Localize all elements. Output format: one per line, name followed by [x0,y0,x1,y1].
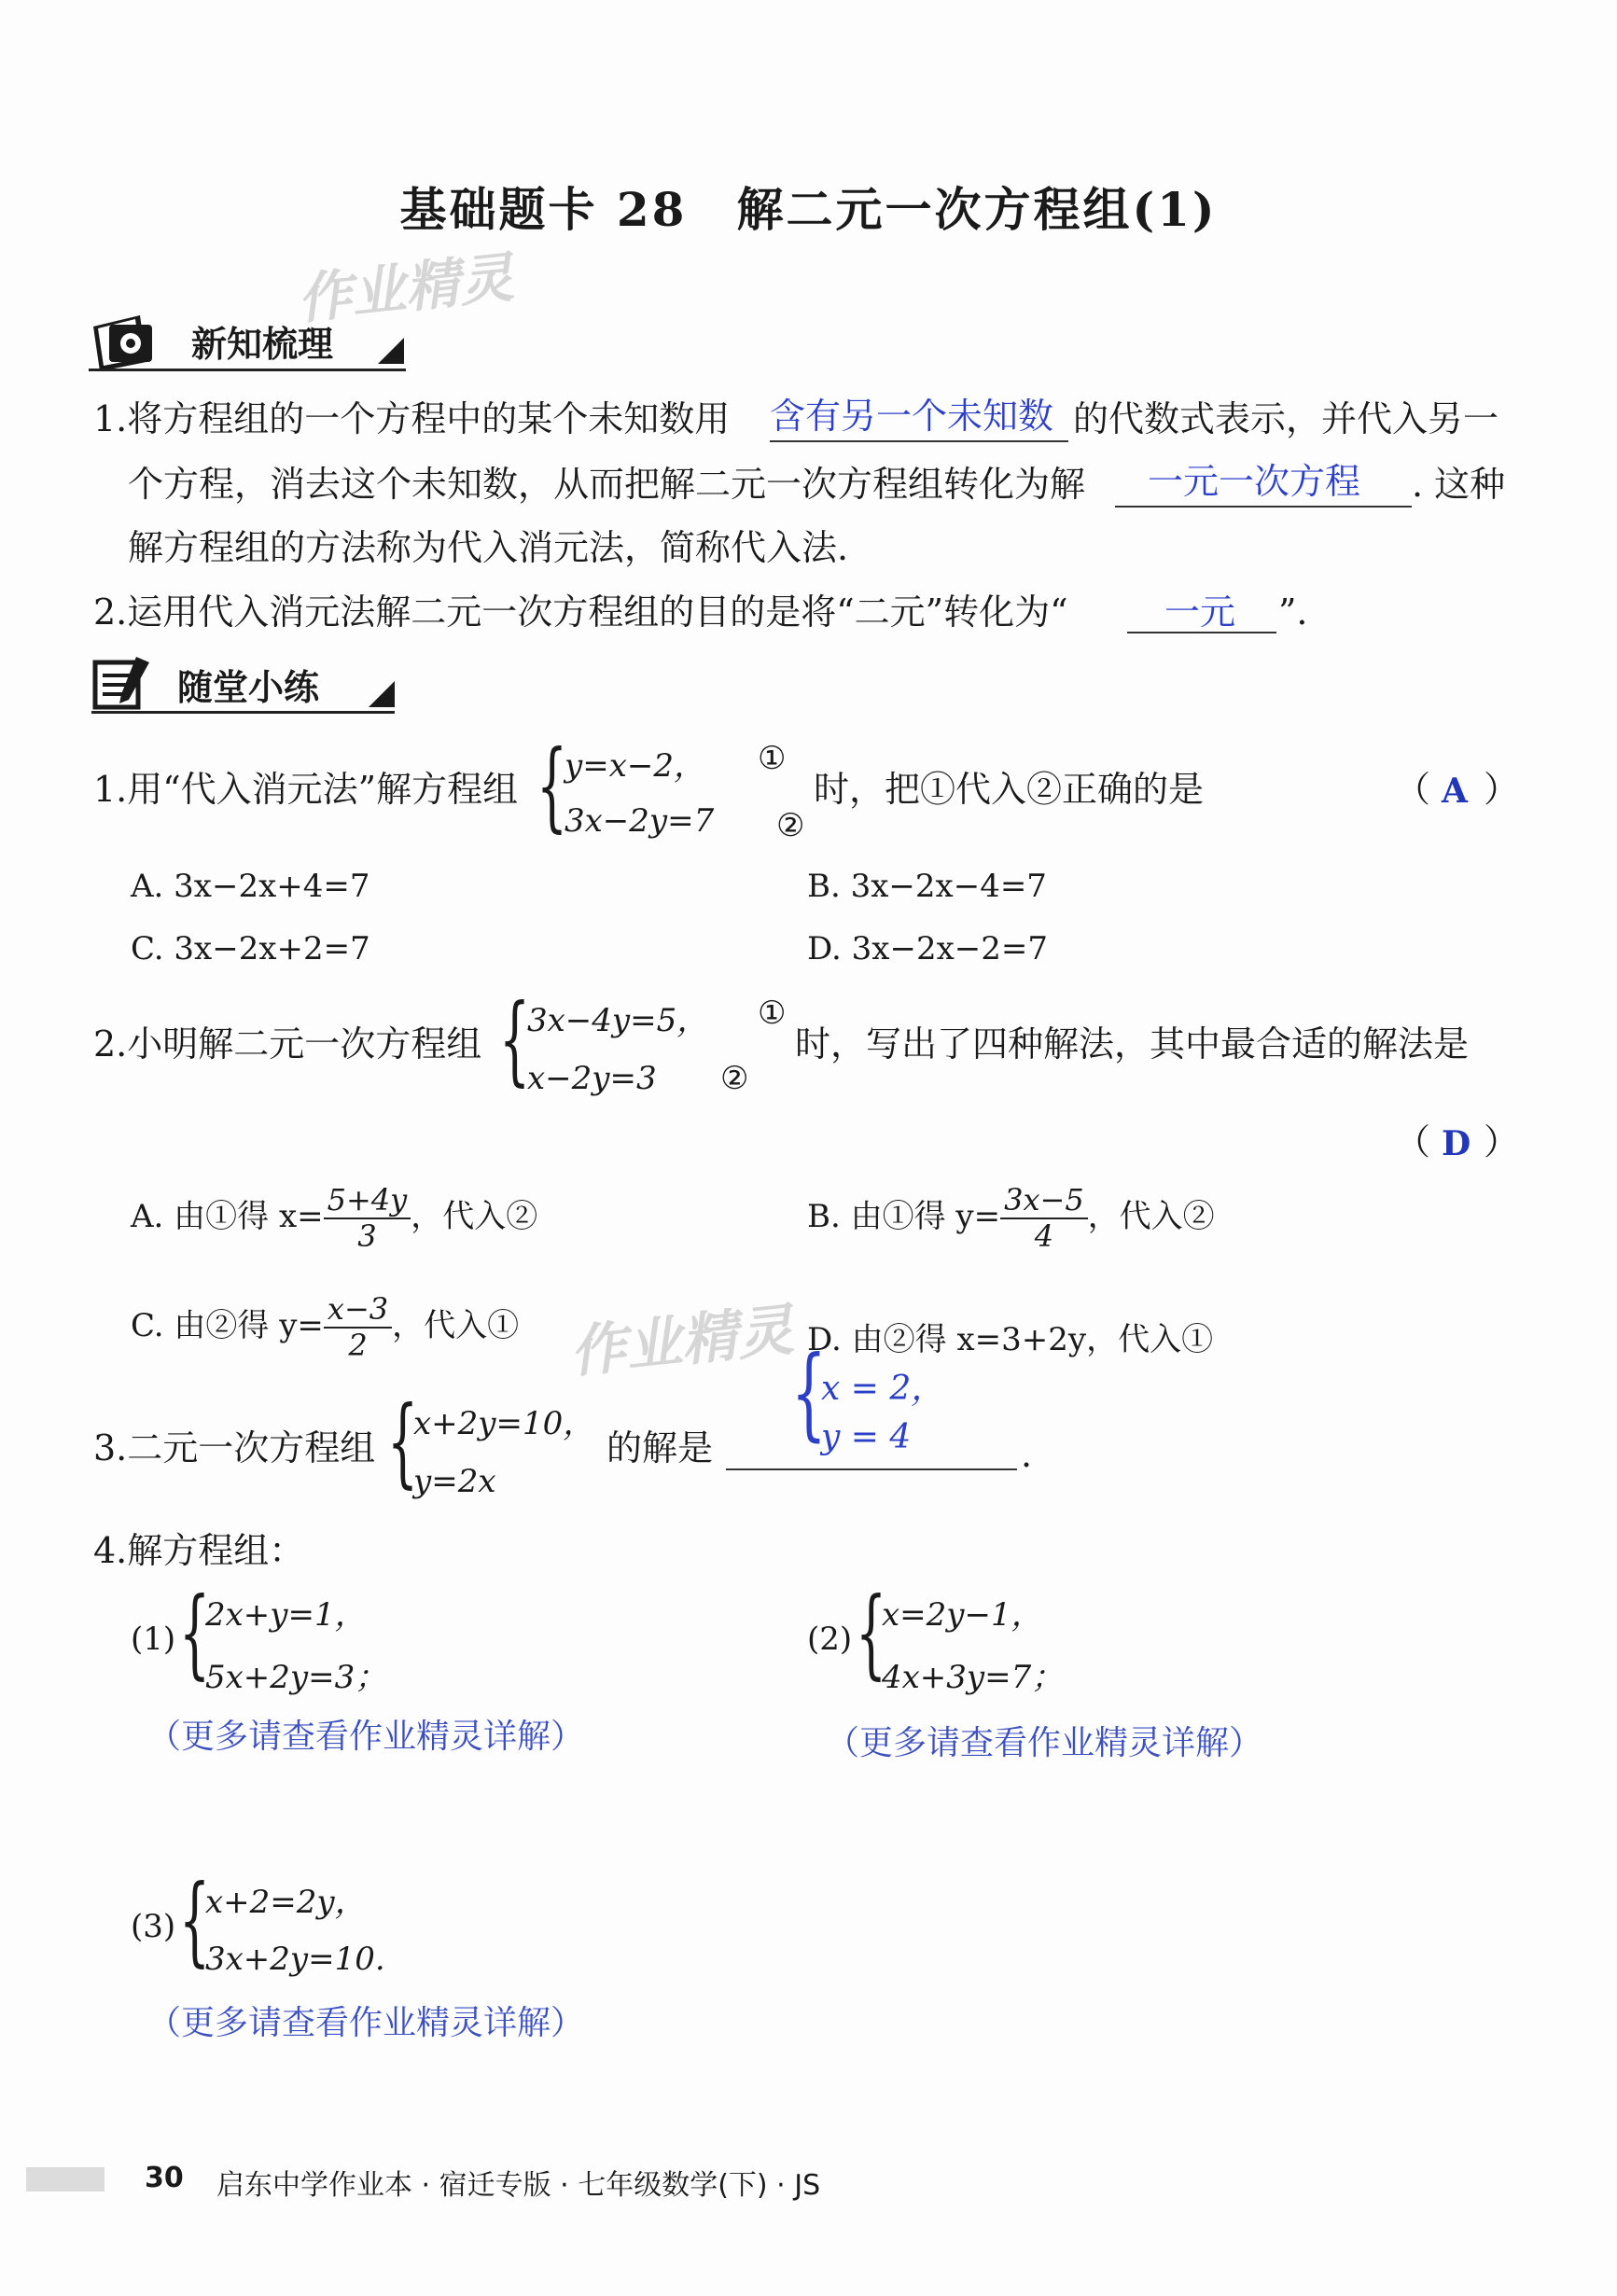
s1-q1-fill2: 一元一次方程 [1148,461,1361,502]
p2-option-a-numerator: 5+4y [324,1183,411,1219]
p2-eq1: 3x−4y=5， [527,1002,709,1039]
p3-answer-line1: x = 2， [821,1370,945,1408]
p1-brace: { [537,729,568,842]
p4-s2-brace: { [856,1576,887,1690]
p2-option-a-pre: A. 由①得 x= [131,1197,324,1235]
p4-s2-label: (2) [807,1621,853,1658]
footer-page-number: 30 [145,2162,184,2194]
p2-answer: D [1442,1124,1471,1163]
p2-option-c [131,1292,519,1363]
watermark-top: 作业精灵 [294,245,517,331]
p2-option-a-denominator: 3 [357,1218,377,1254]
p2-eq2: x−2y=3 [527,1060,657,1097]
p2-answer-open: （ [1395,1121,1431,1162]
s1-q1-blank2 [1115,504,1412,508]
s1-q1-line2-suffix: . 这种 [1412,464,1506,505]
p2-suffix: 时，写出了四种解法，其中最合适的解法是 [795,1023,1470,1065]
p2-eq1-mark: ① [758,995,787,1032]
p2-answer-close: ） [1484,1121,1520,1162]
p3-end: . [1021,1434,1033,1475]
notebook-pencil-icon [91,653,157,713]
s1-q2-fill: 一元 [1164,591,1236,633]
p2-option-b-post: ，代入② [1087,1197,1215,1235]
p1-option-d: D. 3x−2x−2=7 [807,930,1049,967]
section-underline [91,711,395,714]
p2-option-c-numerator: x−3 [324,1292,392,1329]
p2-option-c-denominator: 2 [348,1327,368,1363]
p4-s3-eq2: 3x+2y=10. [205,1941,385,1978]
p4-s1-more-link[interactable]: （更多请查看作业精灵详解） [147,1718,585,1756]
section-heading-practice: 随堂小练 [177,667,320,708]
p2-option-b-fraction [1000,1183,1088,1254]
p2-eq2-mark: ② [720,1060,749,1097]
p2-option-c-pre: C. 由②得 y= [131,1306,324,1344]
p1-eq1: y=x−2， [565,747,705,785]
p4-s1-label: (1) [131,1621,176,1658]
page-title: 基础题卡 28 解二元一次方程组(1) [399,182,1218,237]
p1-prefix: 1.用“代入消元法”解方程组 [93,769,519,810]
p4-s1-eq1: 2x+y=1， [205,1596,367,1634]
p3-eq2: y=2x [413,1463,496,1500]
p4-s1-eq2: 5x+2y=3； [205,1659,387,1696]
p3-answer-line2: y = 4 [821,1418,912,1456]
p2-option-c-fraction [324,1292,392,1363]
p3-answer-brace: { [791,1335,827,1452]
s1-q1-line3: 解方程组的方法称为代入消元法，简称代入法. [128,527,849,568]
s1-q1-line2-prefix: 个方程，消去这个未知数，从而把解二元一次方程组转化为解 [128,464,1086,505]
p4-s3-eq1: x+2=2y， [205,1884,367,1921]
p1-option-a: A. 3x−2x+4=7 [131,868,370,905]
s1-q2-suffix: ”. [1278,591,1308,633]
p1-eq2: 3x−2y=7 [565,802,715,840]
p2-prefix: 2.小明解二元一次方程组 [93,1023,482,1065]
s1-q2-prefix: 2.运用代入消元法解二元一次方程组的目的是将“二元”转化为“ [93,591,1068,633]
p2-option-a [131,1183,537,1254]
p2-option-b-pre: B. 由①得 y= [807,1197,1001,1235]
p4-s2-eq2: 4x+3y=7； [882,1659,1064,1696]
p1-suffix: 时，把①代入②正确的是 [814,769,1205,810]
p1-answer-close: ） [1484,769,1520,810]
p1-option-c: C. 3x−2x+2=7 [131,930,370,967]
p4-s3-brace: { [179,1863,211,1977]
p4-s3-label: (3) [131,1908,176,1945]
p1-eq1-mark: ① [758,740,787,777]
corner-triangle-icon [378,338,404,364]
section-underline [89,369,406,371]
p2-option-c-post: ，代入① [392,1306,520,1344]
p2-brace: { [499,982,531,1096]
p3-prefix: 3.二元一次方程组 [93,1427,376,1468]
p1-eq2-mark: ② [776,807,805,844]
p2-option-b-denominator: 4 [1034,1218,1054,1254]
p3-suffix: 的解是 [606,1427,714,1468]
p4-s1-brace: { [179,1576,211,1690]
p2-option-d: D. 由②得 x=3+2y，代入① [807,1321,1214,1358]
s1-q1-blank1 [770,438,1068,442]
p3-blank [726,1467,1017,1470]
s1-q1-line1-suffix: 的代数式表示，并代入另一 [1073,398,1499,439]
book-icon [89,308,163,373]
p2-option-a-fraction [324,1183,411,1254]
p1-option-b: B. 3x−2x−4=7 [807,868,1047,905]
p1-answer: A [1442,772,1468,811]
corner-triangle-icon [369,681,395,707]
footer-grey-bar [26,2167,105,2192]
p4-s2-eq1: x=2y−1， [882,1596,1043,1634]
p3-brace: { [387,1385,419,1498]
p4-s3-more-link[interactable]: （更多请查看作业精灵详解） [147,2004,585,2042]
p2-option-b-numerator: 3x−5 [1000,1183,1088,1219]
s1-q1-fill1: 含有另一个未知数 [770,396,1054,437]
p2-option-b [807,1183,1215,1254]
section-heading-new-knowledge: 新知梳理 [191,324,334,365]
s1-q1-line1-prefix: 1.将方程组的一个方程中的某个未知数用 [93,398,731,439]
p4-prefix: 4.解方程组： [93,1530,305,1571]
p1-answer-open: （ [1395,769,1431,810]
footer-book-title: 启东中学作业本 · 宿迁专版 · 七年级数学(下) · JS [216,2169,821,2202]
p4-s2-more-link[interactable]: （更多请查看作业精灵详解） [826,1724,1263,1762]
p3-eq1: x+2y=10， [413,1405,595,1442]
watermark-middle: 作业精灵 [566,1297,797,1386]
p2-option-a-post: ，代入② [411,1197,538,1235]
